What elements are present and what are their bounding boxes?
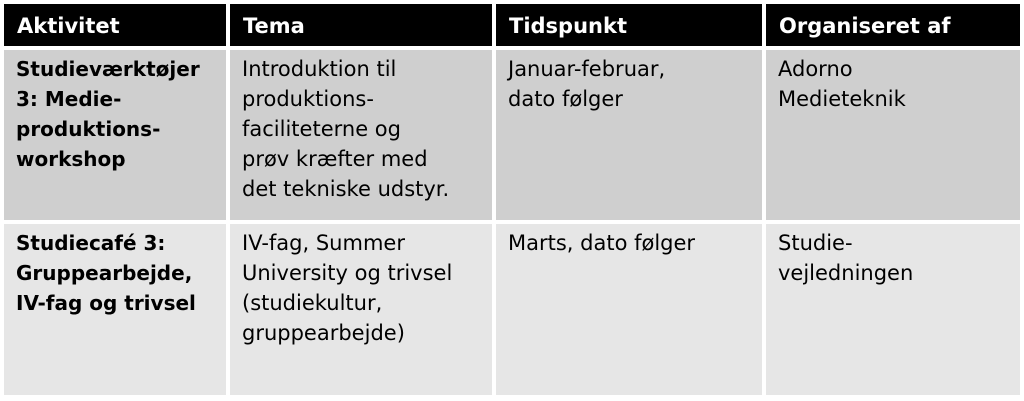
header-aktivitet: Aktivitet (4, 4, 230, 50)
row1-theme: Introduktion til produktions- faciliteterne og prøv kræfter med det tekniske udstyr. (230, 50, 496, 224)
activity-table (4, 4, 1020, 395)
header-tema: Tema (230, 4, 496, 50)
row2-organizer: Studie- vejledningen (766, 224, 1020, 395)
row1-activity: Studieværktøjer 3: Medie- produktions- workshop (4, 50, 230, 224)
header-tidspunkt: Tidspunkt (496, 4, 766, 50)
row2-theme: IV-fag, Summer University og trivsel (studiekultur, gruppearbejde) (230, 224, 496, 395)
row1-time: Januar-februar, dato følger (496, 50, 766, 224)
row1-organizer: Adorno Medieteknik (766, 50, 1020, 224)
row2-activity: Studiecafé 3: Gruppearbejde, IV-fag og trivsel (4, 224, 230, 395)
header-organiseret-af: Organiseret af (766, 4, 1020, 50)
row2-time: Marts, dato følger (496, 224, 766, 395)
